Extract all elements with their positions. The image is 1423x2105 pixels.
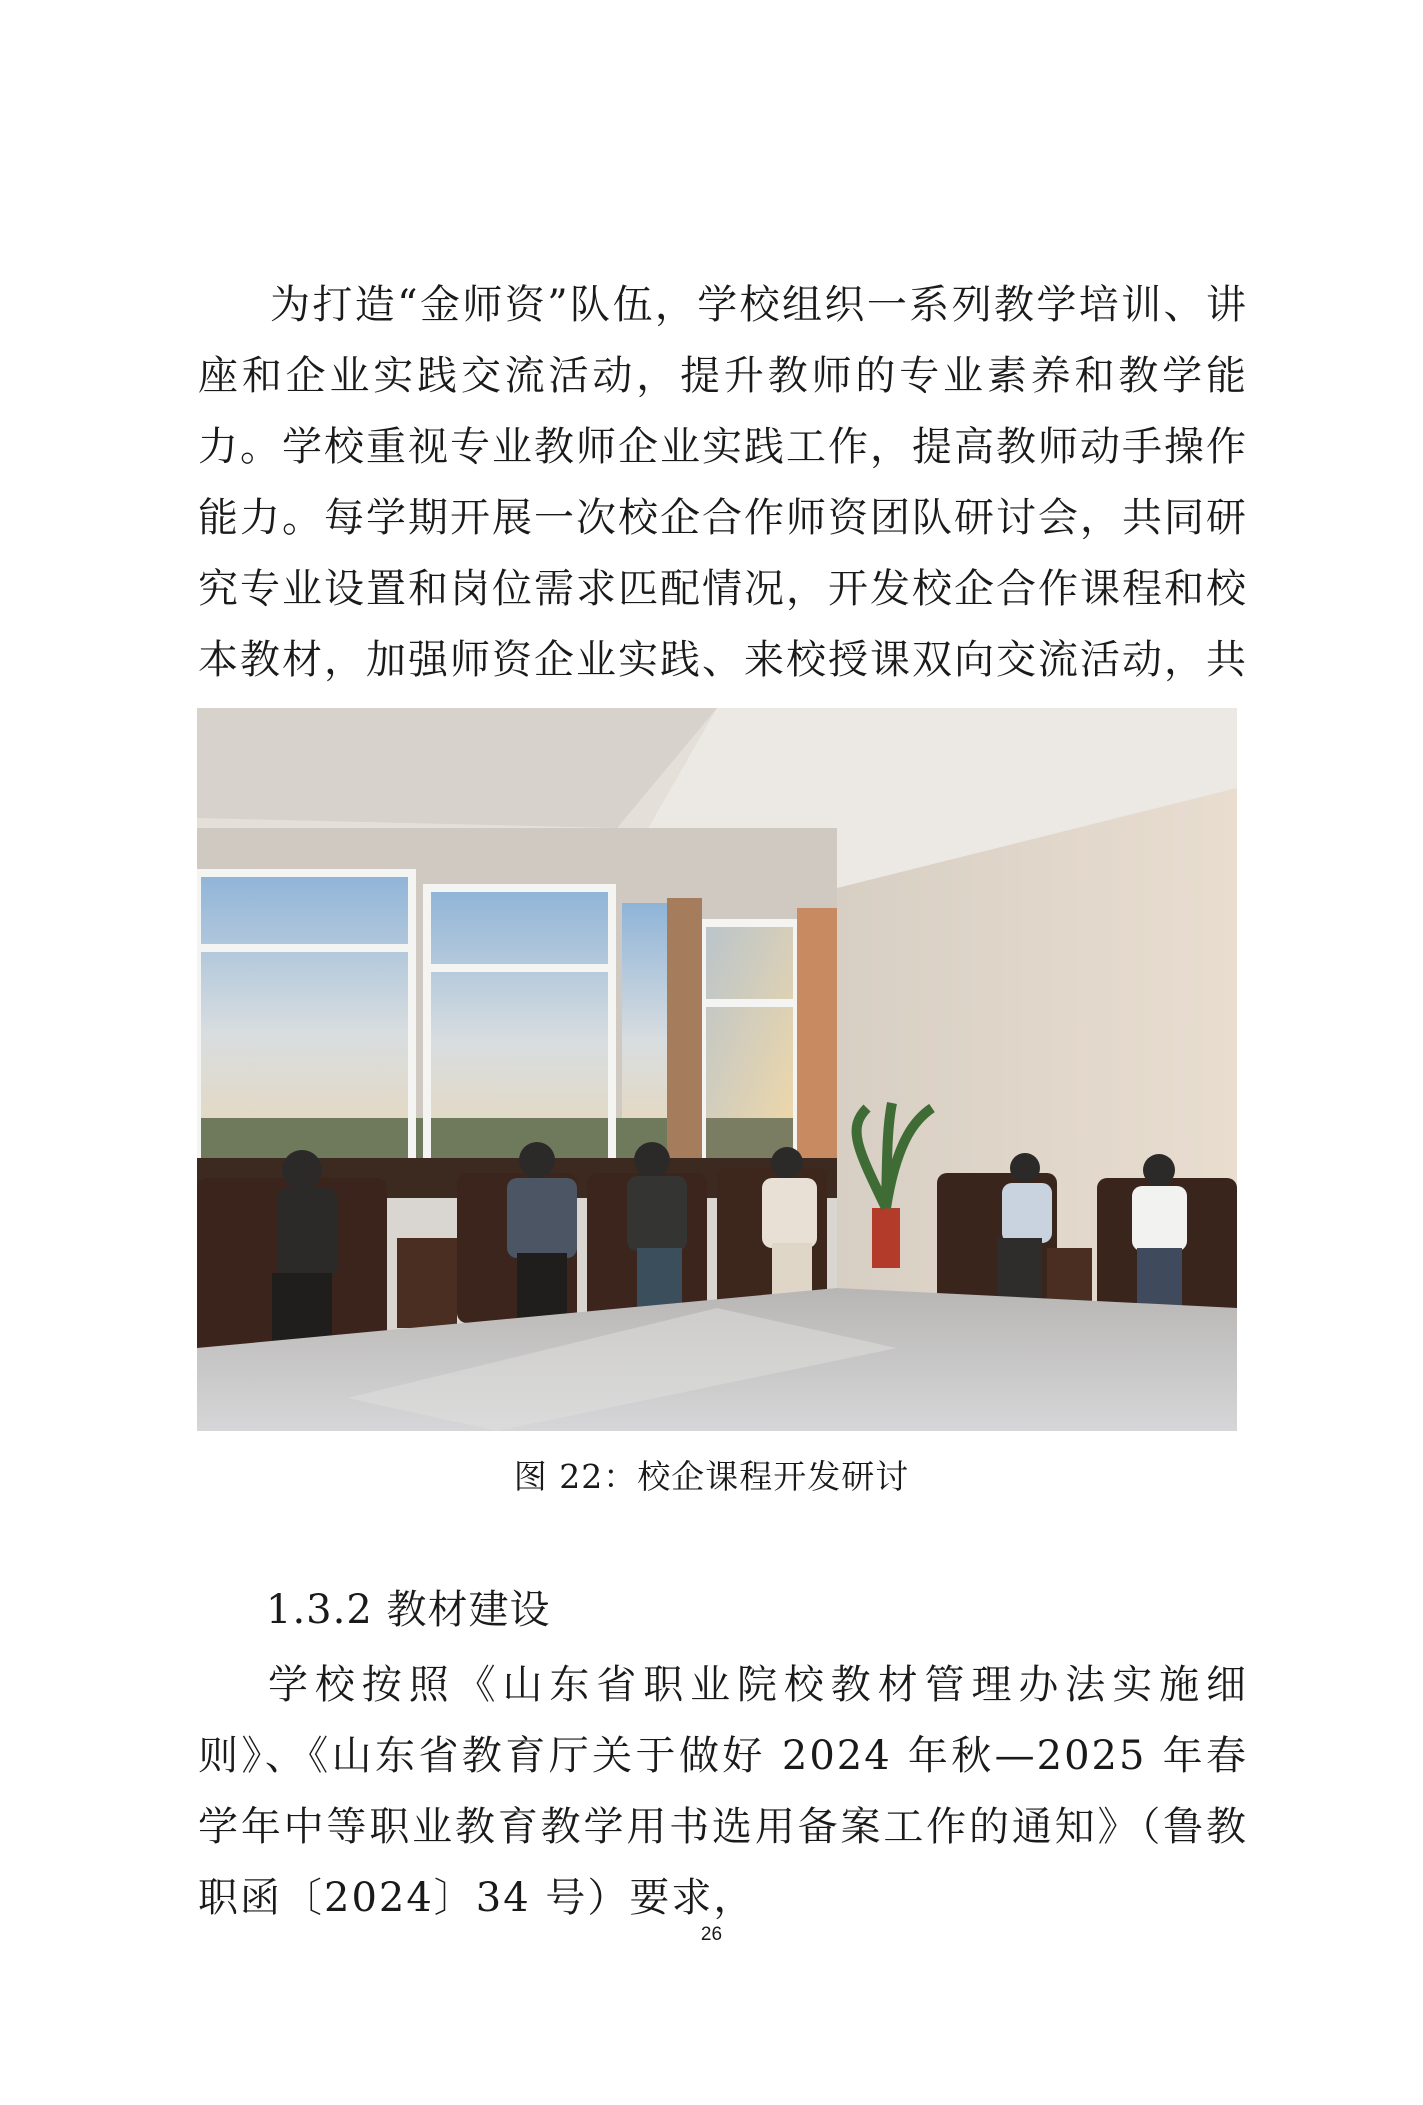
body-paragraph-textbook: 学校按照《山东省职业院校教材管理办法实施细则》、《山东省教育厅关于做好 2024 年秋—2025 年春学年中等职业教育教学用书选用备案工作的通知》（鲁教职函〔2024〕34 号）要求，: [198, 1662, 1248, 1921]
page-number: 26: [700, 1924, 723, 1945]
meeting-photo: [197, 708, 1237, 1431]
section-heading: 1.3.2 教材建设: [266, 1587, 551, 1633]
figure-caption: 图 22：校企课程开发研讨: [513, 1457, 910, 1496]
body-paragraph-teacher-team: 为打造“金师资”队伍，学校组织一系列教学培训、讲座和企业实践交流活动，提升教师的专业素养和教学能力。学校重视专业教师企业实践工作，提高教师动手操作能力。每学期开展一次校企合作师资团队研讨会，共同研究专业设置和岗位需求匹配情况，开发校企合作课程和校本教材，加强师资企业实践、来校授课双向交流活动，共: [198, 282, 1248, 683]
